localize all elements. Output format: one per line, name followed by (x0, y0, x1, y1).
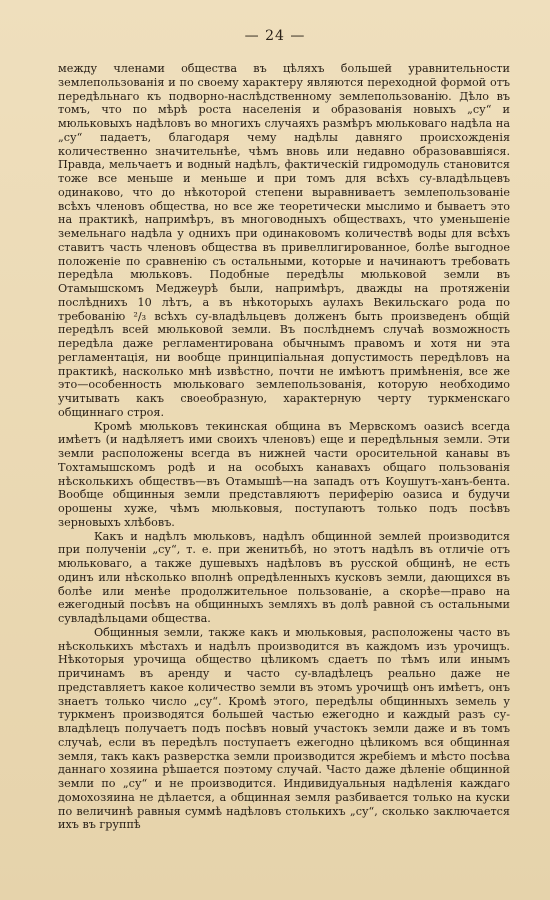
body-text (58, 62, 510, 832)
paragraph: между членами общества въ цѣляхъ большей уравнительности землепользованія и по своему характеру являются переходной формой отъ передѣльнаго къ подворно-наслѣдственному землепользованію. Дѣло въ томъ, что по мѣрѣ роста населенія и образованія новыхъ „су“ и мюльковыхъ надѣловъ во многихъ случаяхъ размѣръ мюльковаго надѣла на „су“ падаетъ, благодаря чему надѣлы давняго происхожденія количественно значительнѣе, чѣмъ вновь или недавно образовавшіяся. Правда, мельчаетъ и водный надѣлъ, фактическій гидромодуль становится тоже все меньше и меньше и при томъ для всѣхъ су-владѣльцевъ одинаково, что до нѣкоторой степени выравниваетъ землепользованіе всѣхъ членовъ общества, но все же теоретически мыслимо и бываетъ это на практикѣ, напримѣръ, въ многоводныхъ обществахъ, что уменьшеніе земельнаго надѣла у однихъ при одинаковомъ количествѣ воды для всѣхъ ставитъ часть членовъ общества въ привеллигированное, болѣе выгодное положеніе по сравненію съ остальными, которые и начинаютъ требовать передѣла мюльковъ. Подобные передѣлы мюльковой земли въ Отамышскомъ Меджеурѣ были, напримѣръ, дважды на протяженіи послѣднихъ 10 лѣтъ, а въ нѣкоторыхъ аулахъ Векильскаго рода по требованію ²/₃ всѣхъ су-владѣльцевъ долженъ быть произведенъ общій передѣлъ всей мюльковой земли. Въ послѣднемъ случаѣ возможность передѣла даже регламентирована обычнымъ правомъ и хотя ни эта регламентація, ни вообще принципіальная допустимость передѣловъ на практикѣ, насколько мнѣ извѣстно, почти не имѣютъ примѣненія, все же это—особенность мюльковаго землепользованія, которую необходимо учитывать какъ своеобразную, характерную черту туркменскаго общиннаго строя. (58, 62, 510, 419)
paragraph: Общинныя земли, также какъ и мюльковыя, расположены часто въ нѣсколькихъ мѣстахъ и надѣлъ производится въ каждомъ изъ урочищъ. Нѣкоторыя урочища общество цѣликомъ сдаетъ по тѣмъ или инымъ причинамъ въ аренду и часто су-владѣлецъ реально даже не представляетъ какое количество земли въ этомъ урочищѣ онъ имѣетъ, онъ знаетъ только число „су“. Кромѣ этого, передѣлы общинныхъ земель у туркменъ производятся большей частью ежегодно и каждый разъ су-владѣлецъ получаетъ подъ посѣвъ новый участокъ земли даже и въ томъ случаѣ, если въ передѣлъ поступаетъ ежегодно цѣликомъ вся общинная земля, такъ какъ разверстка земли производится жребіемъ и мѣсто посѣва даннаго хозяина рѣшается поэтому случай. Часто даже дѣленіе общинной земли по „су“ и не производится. Индивидуальныя надѣленія каждаго домохозяина не дѣлается, а общинная земля разбивается только на куски по величинѣ равныя суммѣ надѣловъ столькихъ „су“, сколько заключается ихъ въ группѣ (58, 625, 510, 832)
paragraph: Кромѣ мюльковъ текинская община въ Мервскомъ оазисѣ всегда имѣетъ (и надѣляетъ ими своихъ членовъ) еще и передѣльныя земли. Эти земли расположены всегда въ нижней части оросительной канавы въ Тохтамышскомъ родѣ и на особыхъ канавахъ общаго пользованія нѣсколькихъ обществъ—въ Отамышѣ—на западъ отъ Коушутъ-ханъ-бента. Вообще общинныя земли представляютъ периферію оазиса и будучи орошены хуже, чѣмъ мюльковыя, поступаютъ только подъ посѣвъ зерновыхъ хлѣбовъ. (58, 419, 510, 529)
paragraph: Какъ и надѣлъ мюльковъ, надѣлъ общинной землей производится при полученіи „су“, т. е. при женитьбѣ, но этотъ надѣлъ въ отличіе отъ мюльковаго, а также душевыхъ надѣловъ въ русской общинѣ, не есть одинъ или нѣсколько вполнѣ опредѣленныхъ кусковъ земли, дающихся въ болѣе или менѣе продолжительное пользованіе, а скорѣе—право на ежегодный посѣвъ на общинныхъ земляхъ въ долѣ равной съ остальными сувладѣльцами общества. (58, 529, 510, 625)
page-number: — 24 — (244, 28, 306, 44)
